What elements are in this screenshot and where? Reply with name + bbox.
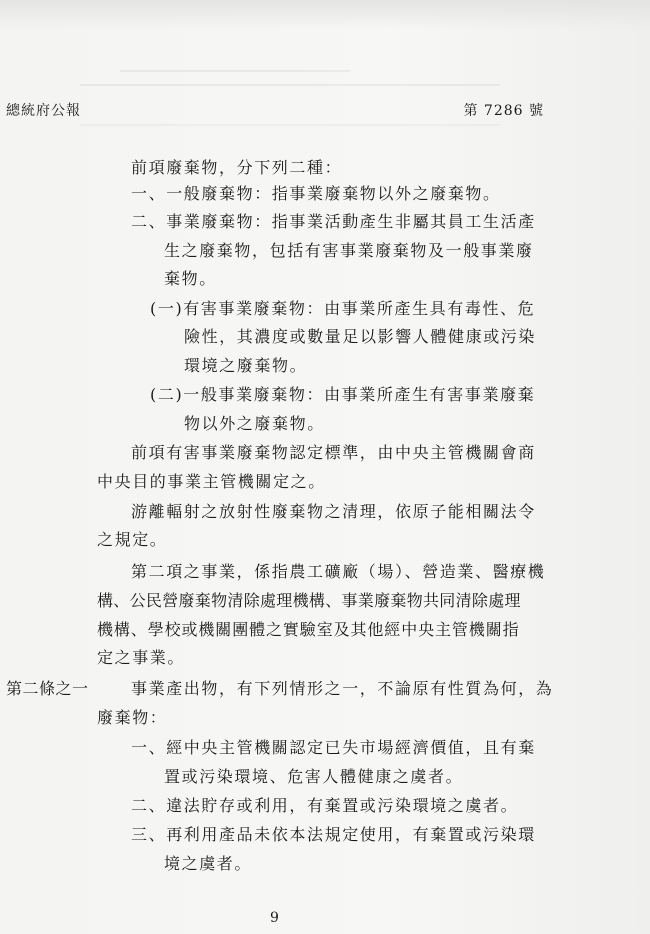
bleed-through-mark [120,70,350,72]
article-number: 第二條之一 [6,679,89,698]
text-line: 廢棄物： [97,708,168,727]
text-line: 機構、學校或機關團體之實驗室及其他經中央主管機關指 [97,620,520,639]
text-line: 棄物。 [164,269,217,288]
text-line: 第二項之事業，係指農工礦廠（場）、營造業、醫療機 [131,562,546,581]
page-number: 9 [270,910,279,926]
text-line: 環境之廢棄物。 [184,356,308,375]
text-line: 生之廢棄物，包括有害事業廢棄物及一般事業廢 [164,241,534,260]
text-line: 險性，其濃度或數量足以影響人體健康或污染 [184,327,537,346]
text-line: (一)有害事業廢棄物：由事業所產生具有毒性、危 [150,299,536,318]
text-line: 定之事業。 [97,648,186,667]
text-line: 中央目的事業主管機關定之。 [97,472,326,491]
text-line: 境之虞者。 [164,854,253,873]
text-line: 游離輻射之放射性廢棄物之清理，依原子能相關法令 [131,502,536,521]
text-line: 之規定。 [97,530,168,549]
text-line: 事業產出物，有下列情形之一，不論原有性質為何，為 [131,679,554,698]
text-line: 置或污染環境、危害人體健康之虞者。 [164,767,464,786]
text-line: 三、再利用產品未依本法規定使用，有棄置或污染環 [131,825,536,844]
text-line: 二、事業廢棄物：指事業活動產生非屬其員工生活產 [131,212,536,231]
text-line: 二、違法貯存或利用，有棄置或污染環境之虞者。 [131,796,519,815]
text-line: 一、一般廢棄物：指事業廢棄物以外之廢棄物。 [131,184,501,203]
issue-number: 第 7286 號 [463,103,544,119]
scan-shadow [0,0,650,30]
text-line: 一、經中央主管機關認定已失市場經濟價值，且有棄 [131,738,536,757]
bleed-through-mark [80,124,500,126]
gazette-title: 總統府公報 [6,103,81,119]
bleed-through-mark [80,84,500,86]
text-line: 前項有害事業廢棄物認定標準，由中央主管機關會商 [131,443,536,462]
text-line: (二)一般事業廢棄物：由事業所產生有害事業廢棄 [150,385,536,404]
text-line: 物以外之廢棄物。 [184,414,325,433]
text-line: 構、公民營廢棄物清除處理機構、事業廢棄物共同清除處理 [97,591,521,610]
text-line: 前項廢棄物，分下列二種： [131,158,343,177]
